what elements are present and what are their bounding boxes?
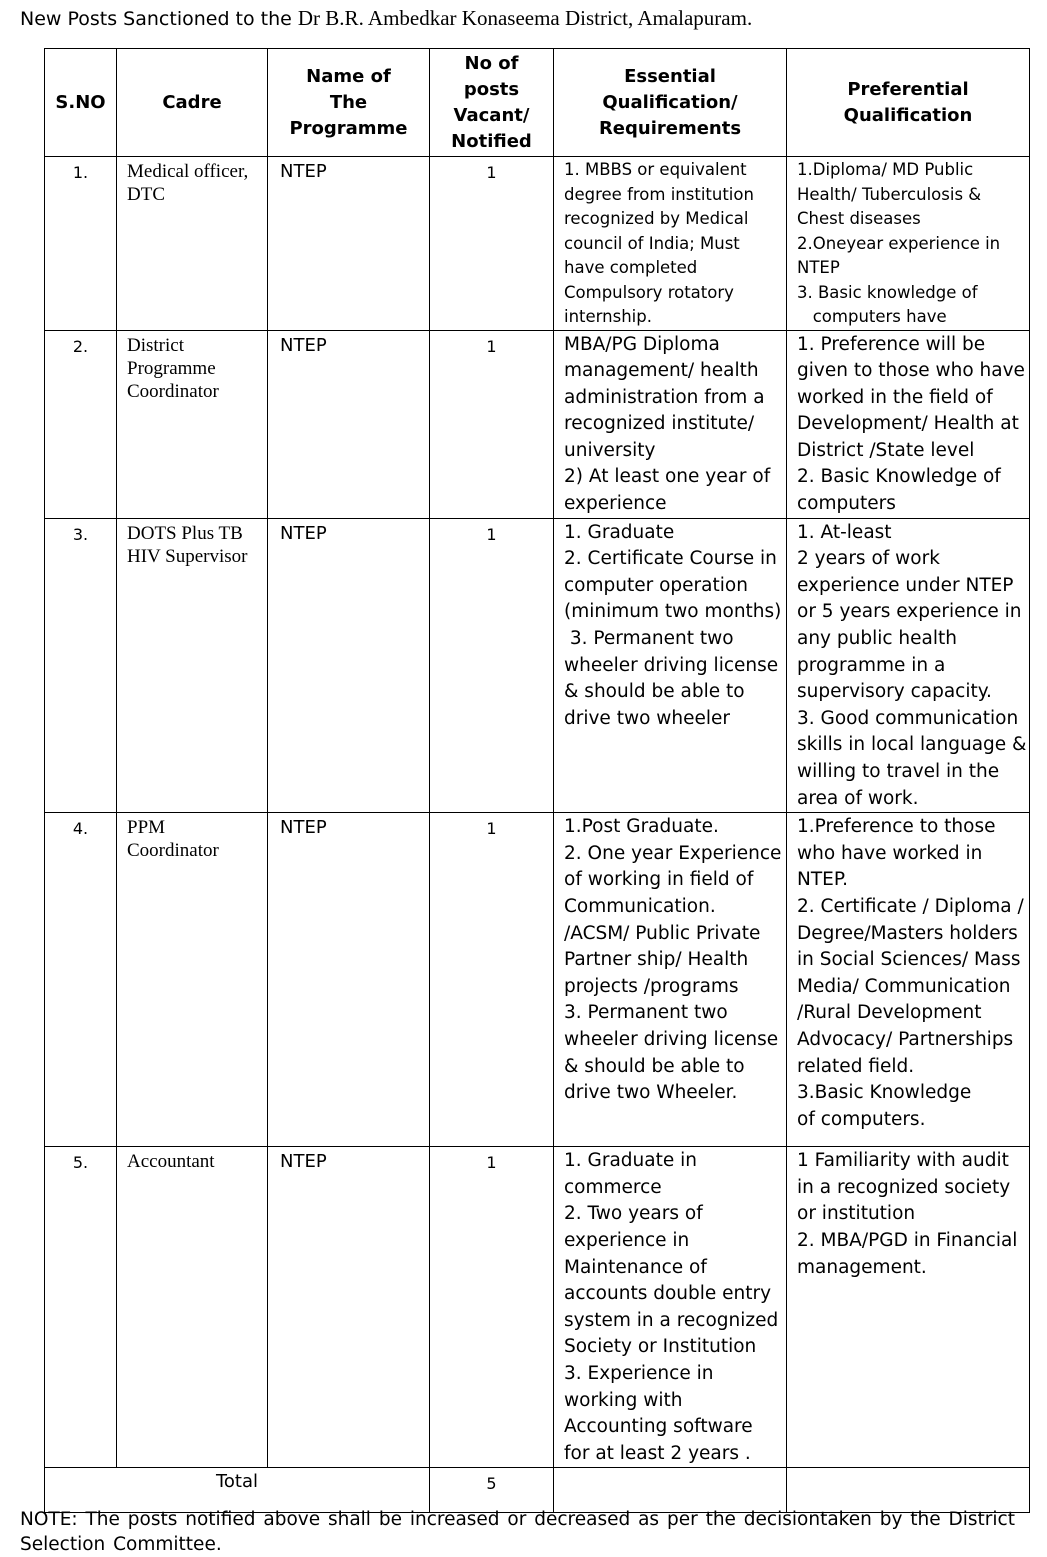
table-row bbox=[45, 157, 1030, 331]
preferential-line: Chest diseases bbox=[797, 209, 921, 228]
header-essential: Essential Qualification/ Requirements bbox=[554, 49, 787, 157]
essential-line: working with bbox=[564, 1389, 683, 1411]
cadre-line: Coordinator bbox=[127, 380, 219, 402]
row-cadre bbox=[117, 157, 268, 331]
preferential-line: computers bbox=[797, 493, 896, 515]
preferential-line: Degree/Masters holders bbox=[797, 922, 1018, 944]
essential-line: & should be able to bbox=[564, 1055, 745, 1077]
essential-line: university bbox=[564, 439, 656, 461]
preferential-line: computers have bbox=[797, 307, 947, 326]
preferential-line: or institution bbox=[797, 1203, 916, 1225]
essential-line: 3. Permanent two bbox=[564, 1002, 728, 1024]
essential-line: 2. Two years of bbox=[564, 1203, 703, 1225]
preferential-line: Media/ Communication bbox=[797, 975, 1011, 997]
essential-line: wheeler driving license bbox=[564, 1028, 779, 1050]
essential-line: 2) At least one year of bbox=[564, 466, 771, 488]
essential-line: Communication. bbox=[564, 895, 716, 917]
total-posts: 5 bbox=[430, 1468, 554, 1513]
row-sno: 4. bbox=[45, 813, 117, 1147]
essential-line: management/ health bbox=[564, 360, 759, 382]
row-posts: 1 bbox=[430, 813, 554, 1147]
preferential-line: Health/ Tuberculosis & bbox=[797, 184, 982, 204]
row-posts: 1 bbox=[430, 518, 554, 813]
cadre-line: PPM bbox=[127, 817, 166, 839]
essential-line: have completed bbox=[564, 258, 698, 277]
essential-line: experience in bbox=[564, 1229, 690, 1251]
essential-line: 2. Certificate Course in bbox=[564, 548, 777, 570]
preferential-line: 1.Diploma/ MD Public bbox=[797, 160, 974, 179]
essential-line: wheeler driving license bbox=[564, 654, 779, 676]
row-preferential bbox=[787, 157, 1030, 331]
total-label: Total bbox=[45, 1468, 430, 1513]
preferential-line: management. bbox=[797, 1256, 927, 1278]
preferential-line: programme in a bbox=[797, 654, 946, 676]
preferential-line: Development/ Health at bbox=[797, 413, 1019, 435]
essential-line: Maintenance of bbox=[564, 1256, 707, 1278]
essential-line: experience bbox=[564, 493, 667, 515]
preferential-line: given to those who have bbox=[797, 360, 1025, 382]
preferential-line: 1.Preference to those bbox=[797, 816, 996, 838]
cadre-line: District bbox=[127, 334, 184, 356]
preferential-line: 1 Familiarity with audit bbox=[797, 1150, 1009, 1172]
row-cadre bbox=[117, 330, 268, 518]
essential-line: degree from institution bbox=[564, 184, 754, 204]
header-posts: No of posts Vacant/ Notified bbox=[430, 49, 554, 157]
cadre-line: Programme bbox=[127, 357, 216, 379]
row-programme: NTEP bbox=[268, 1147, 430, 1468]
table-row bbox=[45, 813, 1030, 1147]
row-cadre bbox=[117, 518, 268, 813]
preferential-line: 1. At-least bbox=[797, 521, 892, 543]
preferential-line: 2. Basic Knowledge of bbox=[797, 466, 1001, 488]
preferential-line: 2.Oneyear experience in bbox=[797, 233, 1001, 253]
preferential-line: worked in the field of bbox=[797, 386, 993, 408]
row-programme: NTEP bbox=[268, 157, 430, 331]
essential-line: for at least 2 years . bbox=[564, 1442, 751, 1464]
row-preferential bbox=[787, 518, 1030, 813]
essential-line: accounts double entry bbox=[564, 1283, 772, 1305]
essential-line: MBA/PG Diploma bbox=[564, 333, 720, 355]
preferential-line: or 5 years experience in bbox=[797, 601, 1022, 623]
essential-line: Partner ship/ Health bbox=[564, 949, 749, 971]
essential-line: 3. Permanent two bbox=[564, 628, 734, 650]
row-sno: 5. bbox=[45, 1147, 117, 1468]
row-preferential bbox=[787, 330, 1030, 518]
preferential-line: 3. Basic knowledge of bbox=[797, 282, 978, 302]
row-essential bbox=[554, 518, 787, 813]
note-line-1: NOTE: The posts notified above shall be increased or decreased as per the decisiontaken by the District bbox=[20, 1509, 1015, 1530]
preferential-line: experience under NTEP bbox=[797, 574, 1014, 596]
row-essential bbox=[554, 330, 787, 518]
essential-line: drive two wheeler bbox=[564, 707, 731, 729]
essential-line: 1. MBBS or equivalent bbox=[564, 160, 747, 179]
cadre-line: DOTS Plus TB bbox=[127, 522, 243, 544]
note-line-2: Selection Committee. bbox=[20, 1534, 222, 1555]
page-title bbox=[20, 6, 1040, 31]
header-sno: S.NO bbox=[45, 49, 117, 157]
essential-line: 2. One year Experience bbox=[564, 842, 782, 864]
table-row bbox=[45, 330, 1030, 518]
preferential-line: of computers. bbox=[797, 1108, 926, 1130]
posts-table bbox=[44, 48, 1030, 1513]
essential-line: 1. Graduate bbox=[564, 521, 675, 543]
essential-line: of working in field of bbox=[564, 869, 754, 891]
essential-line: (minimum two months) bbox=[564, 601, 782, 623]
title-lead: New Posts Sanctioned to the bbox=[20, 8, 298, 30]
preferential-line: 2 years of work bbox=[797, 548, 940, 570]
row-preferential bbox=[787, 1147, 1030, 1468]
essential-line: computer operation bbox=[564, 574, 748, 596]
preferential-line: area of work. bbox=[797, 787, 919, 809]
cadre-line: Medical officer, bbox=[127, 161, 249, 182]
table-row bbox=[45, 1147, 1030, 1468]
essential-line: recognized institute/ bbox=[564, 413, 755, 435]
header-preferential: Preferential Qualification bbox=[787, 49, 1030, 157]
cadre-line: DTC bbox=[127, 184, 165, 205]
preferential-line: District /State level bbox=[797, 439, 975, 461]
row-posts: 1 bbox=[430, 1147, 554, 1468]
title-district: Dr B.R. Ambedkar Konaseema District, Amalapuram. bbox=[297, 6, 753, 30]
header-row bbox=[45, 49, 1030, 157]
row-essential bbox=[554, 157, 787, 331]
row-essential bbox=[554, 1147, 787, 1468]
row-programme: NTEP bbox=[268, 330, 430, 518]
preferential-line: who have worked in bbox=[797, 842, 983, 864]
essential-line: drive two Wheeler. bbox=[564, 1082, 738, 1104]
essential-line: Accounting software bbox=[564, 1416, 753, 1438]
essential-line: system in a recognized bbox=[564, 1309, 779, 1331]
preferential-line: Advocacy/ Partnerships bbox=[797, 1028, 1014, 1050]
preferential-line: /Rural Development bbox=[797, 1002, 982, 1024]
table-row bbox=[45, 518, 1030, 813]
row-preferential bbox=[787, 813, 1030, 1147]
cadre-line: Coordinator bbox=[127, 840, 219, 862]
preferential-line: NTEP. bbox=[797, 869, 848, 891]
preferential-line: in Social Sciences/ Mass bbox=[797, 949, 1021, 971]
row-cadre bbox=[117, 1147, 268, 1468]
preferential-line: skills in local language & bbox=[797, 734, 1027, 756]
preferential-line: 3.Basic Knowledge bbox=[797, 1082, 972, 1104]
row-sno: 2. bbox=[45, 330, 117, 518]
cadre-line: Accountant bbox=[127, 1151, 215, 1173]
essential-line: administration from a bbox=[564, 386, 765, 408]
essential-line: 3. Experience in bbox=[564, 1362, 714, 1384]
preferential-line: 1. Preference will be bbox=[797, 333, 986, 355]
preferential-line: 2. Certificate / Diploma / bbox=[797, 895, 1024, 917]
preferential-line: NTEP bbox=[797, 258, 840, 277]
essential-line: Compulsory rotatory bbox=[564, 282, 734, 302]
row-essential bbox=[554, 813, 787, 1147]
essential-line: commerce bbox=[564, 1176, 662, 1198]
essential-line: Society or Institution bbox=[564, 1336, 757, 1358]
preferential-line: supervisory capacity. bbox=[797, 681, 992, 703]
essential-line: /ACSM/ Public Private bbox=[564, 922, 761, 944]
row-cadre bbox=[117, 813, 268, 1147]
row-programme: NTEP bbox=[268, 813, 430, 1147]
row-posts: 1 bbox=[430, 330, 554, 518]
row-programme: NTEP bbox=[268, 518, 430, 813]
row-posts: 1 bbox=[430, 157, 554, 331]
essential-line: 1. Graduate in bbox=[564, 1150, 697, 1172]
preferential-line: in a recognized society bbox=[797, 1176, 1011, 1198]
essential-line: & should be able to bbox=[564, 681, 745, 703]
header-programme: Name of The Programme bbox=[268, 49, 430, 157]
row-sno: 3. bbox=[45, 518, 117, 813]
essential-line: internship. bbox=[564, 307, 652, 326]
header-cadre: Cadre bbox=[117, 49, 268, 157]
essential-line: 1.Post Graduate. bbox=[564, 816, 719, 838]
preferential-line: 2. MBA/PGD in Financial bbox=[797, 1229, 1018, 1251]
essential-line: recognized by Medical bbox=[564, 209, 749, 228]
cadre-line: HIV Supervisor bbox=[127, 545, 248, 567]
preferential-line: willing to travel in the bbox=[797, 761, 1000, 782]
preferential-line: related field. bbox=[797, 1055, 915, 1077]
essential-line: projects /programs bbox=[564, 975, 739, 997]
essential-line: council of India; Must bbox=[564, 233, 740, 253]
row-sno: 1. bbox=[45, 157, 117, 331]
footer-note bbox=[20, 1507, 1047, 1557]
preferential-line: any public health bbox=[797, 628, 957, 650]
preferential-line: 3. Good communication bbox=[797, 707, 1019, 729]
